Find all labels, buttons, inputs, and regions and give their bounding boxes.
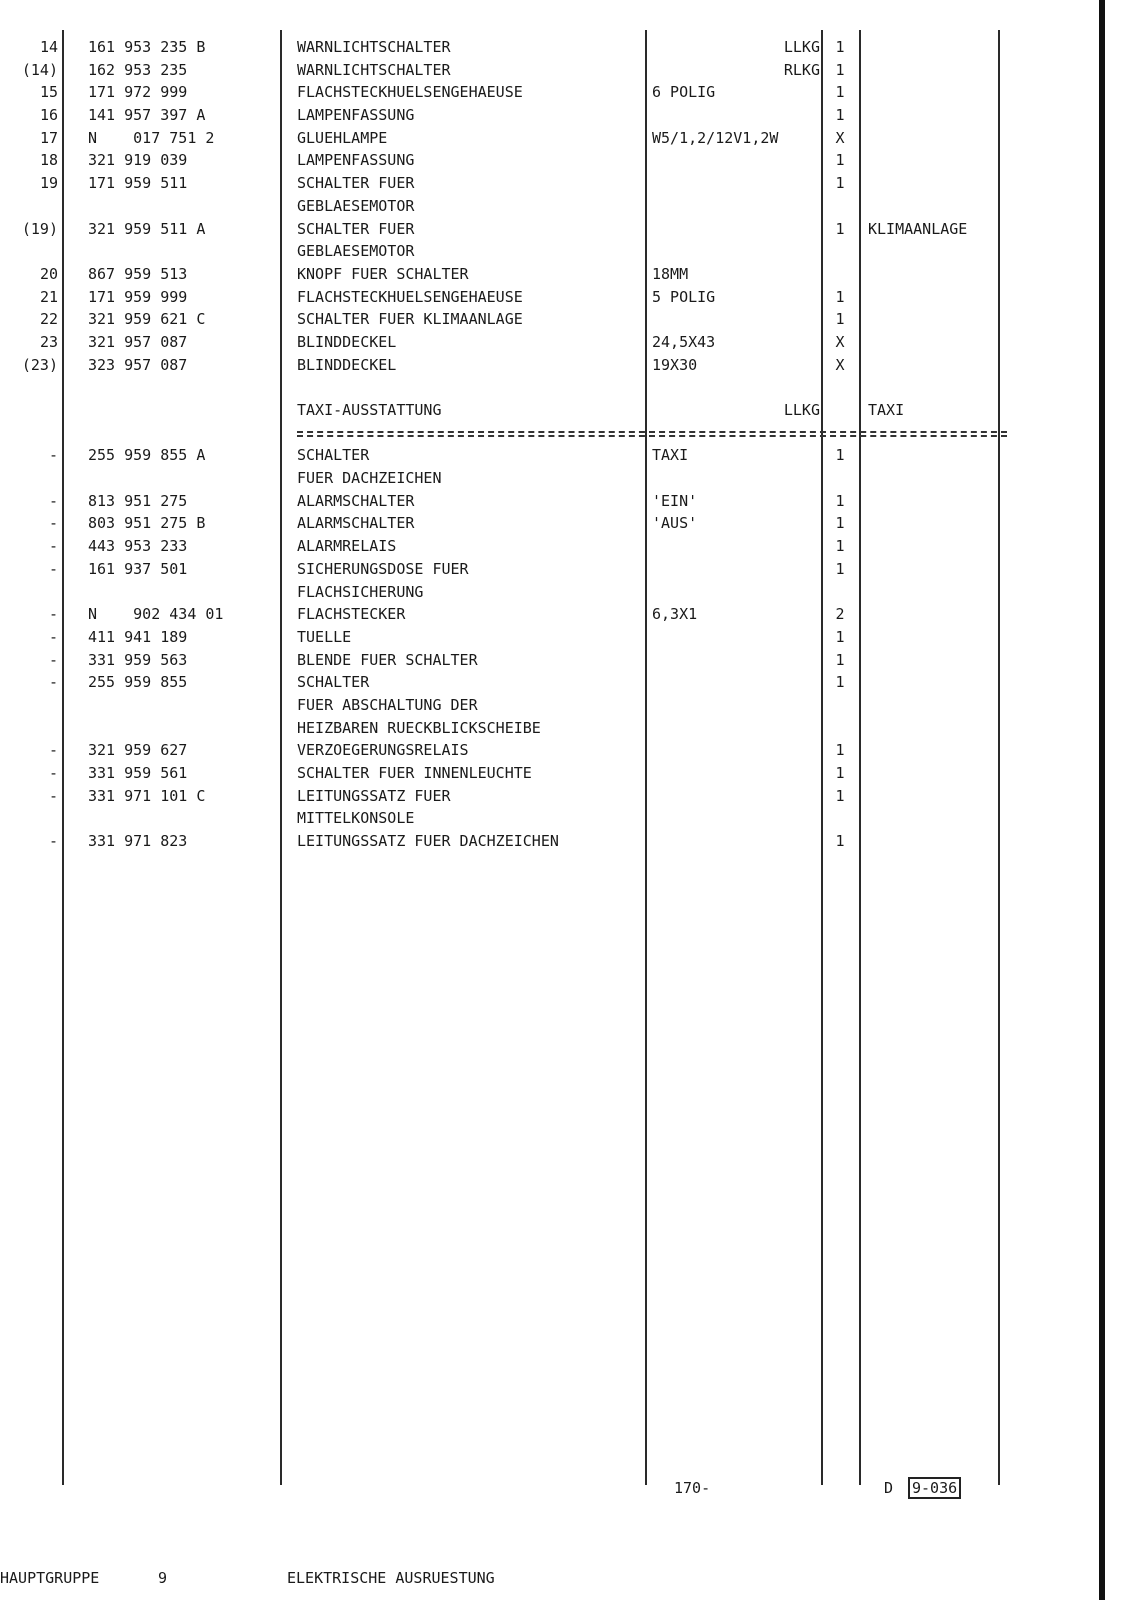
part-number: 411 941 189 (88, 627, 188, 646)
table-row (0, 149, 1100, 172)
position-number: 20 (39, 264, 58, 283)
part-quantity: 1 (835, 310, 845, 329)
position-number: 14 (39, 38, 58, 56)
position-number: - (48, 741, 58, 760)
table-row (0, 581, 1100, 604)
part-quantity: 1 (835, 673, 845, 692)
part-specification: 18MM (652, 264, 689, 283)
position-number: - (48, 514, 58, 533)
position-number: 17 (39, 128, 58, 147)
part-description: ALARMSCHALTER (297, 491, 415, 510)
part-variant: LLKG (783, 38, 820, 56)
country-code: D (884, 1479, 894, 1497)
part-quantity: 1 (835, 287, 845, 306)
main-group-number: 9 (158, 1569, 168, 1587)
table-row (0, 694, 1100, 717)
part-description: BLINDDECKEL (297, 332, 397, 351)
part-number: 443 953 233 (88, 537, 188, 556)
table-row (0, 671, 1100, 694)
part-description: TUELLE (297, 627, 352, 646)
table-row (0, 331, 1100, 354)
part-quantity: X (835, 128, 845, 147)
table-row (0, 739, 1100, 762)
part-description: LAMPENFASSUNG (297, 151, 415, 170)
position-number: - (48, 446, 58, 465)
position-number: - (48, 605, 58, 624)
position-number: 21 (39, 287, 58, 306)
table-row (0, 512, 1100, 535)
part-description: FUER ABSCHALTUNG DER (297, 695, 478, 714)
part-description: GEBLAESEMOTOR (297, 242, 415, 261)
position-number: - (48, 764, 58, 782)
part-description: WARNLICHTSCHALTER (297, 38, 451, 56)
part-quantity: X (835, 355, 845, 374)
position-number: - (48, 537, 58, 556)
part-quantity: 2 (835, 605, 845, 624)
main-group-label: HAUPTGRUPPE (0, 1569, 100, 1587)
part-specification: 'EIN' (652, 491, 698, 510)
table-row (0, 603, 1100, 626)
position-number: - (48, 832, 58, 851)
table-row (0, 467, 1100, 490)
part-quantity: 1 (835, 106, 845, 125)
part-description: BLENDE FUER SCHALTER (297, 650, 478, 669)
part-quantity: 1 (835, 514, 845, 533)
position-number: - (48, 559, 58, 578)
table-row (0, 785, 1100, 808)
part-specification: W5/1,2/12V1,2W (652, 128, 779, 147)
part-number: 171 959 999 (88, 287, 188, 306)
part-description: SICHERUNGSDOSE FUER (297, 559, 469, 578)
part-description: GLUEHLAMPE (297, 128, 388, 147)
table-row (0, 376, 1100, 399)
part-specification: 24,5X43 (652, 332, 716, 351)
table-row (0, 218, 1100, 241)
part-quantity: 1 (835, 174, 845, 193)
table-row (0, 81, 1100, 104)
table-row (0, 127, 1100, 150)
position-number: 15 (39, 83, 58, 102)
part-number: 171 959 511 (88, 174, 188, 193)
part-number: 331 959 563 (88, 650, 188, 669)
part-quantity: 1 (835, 832, 845, 851)
part-description: SCHALTER FUER (297, 174, 415, 193)
part-number: 141 957 397 A (88, 106, 206, 125)
table-row (0, 830, 1100, 853)
table-row (0, 535, 1100, 558)
part-description: SCHALTER FUER INNENLEUCHTE (297, 764, 532, 782)
part-description: SCHALTER (297, 446, 370, 465)
part-description: LEITUNGSSATZ FUER DACHZEICHEN (297, 832, 559, 851)
part-description: BLINDDECKEL (297, 355, 397, 374)
table-row (0, 490, 1100, 513)
table-row (0, 762, 1100, 785)
position-number: 22 (39, 310, 58, 329)
part-number: 255 959 855 (88, 673, 188, 692)
part-quantity: X (835, 332, 845, 351)
table-row (0, 240, 1100, 263)
part-description: SCHALTER FUER (297, 219, 415, 238)
part-quantity: 1 (835, 151, 845, 170)
part-description: LEITUNGSSATZ FUER (297, 786, 451, 805)
table-row (0, 308, 1100, 331)
part-quantity: 1 (835, 446, 845, 465)
part-number: 803 951 275 B (88, 514, 206, 533)
part-variant: LLKG (783, 401, 820, 419)
part-remark: KLIMAANLAGE (868, 219, 968, 238)
table-row (0, 626, 1100, 649)
part-quantity: 1 (835, 764, 845, 782)
position-number: 16 (39, 106, 58, 125)
part-description: FLACHSICHERUNG (297, 582, 424, 601)
part-description: SCHALTER (297, 673, 370, 692)
double-dashed-rule (297, 431, 1007, 437)
part-quantity: 1 (835, 627, 845, 646)
table-row (0, 558, 1100, 581)
part-number: 255 959 855 A (88, 446, 206, 465)
part-number: 321 959 621 C (88, 310, 206, 329)
position-number: - (48, 627, 58, 646)
position-number: (23) (21, 355, 58, 374)
part-specification: 'AUS' (652, 514, 698, 533)
table-row (0, 717, 1100, 740)
section-separator (0, 422, 1100, 445)
position-number: - (48, 673, 58, 692)
table-row (0, 172, 1100, 195)
position-number: - (48, 491, 58, 510)
position-number: (14) (21, 60, 58, 79)
table-row (0, 59, 1100, 82)
table-row (0, 286, 1100, 309)
part-number: 813 951 275 (88, 491, 188, 510)
part-description: FLACHSTECKHUELSENGEHAEUSE (297, 83, 523, 102)
part-quantity: 1 (835, 60, 845, 79)
table-row (0, 807, 1100, 830)
part-specification: 19X30 (652, 355, 698, 374)
part-number: 171 972 999 (88, 83, 188, 102)
part-description: ALARMSCHALTER (297, 514, 415, 533)
page-number: 170- (674, 1479, 711, 1497)
part-description: MITTELKONSOLE (297, 809, 415, 828)
table-row (0, 195, 1100, 218)
part-quantity: 1 (835, 741, 845, 760)
part-quantity: 1 (835, 83, 845, 102)
position-number: 23 (39, 332, 58, 351)
part-number: 162 953 235 (88, 60, 188, 79)
part-number: 331 959 561 (88, 764, 188, 782)
part-number: 161 937 501 (88, 559, 188, 578)
table-row (0, 104, 1100, 127)
part-description: FLACHSTECKHUELSENGEHAEUSE (297, 287, 523, 306)
part-number: N 017 751 2 (88, 128, 215, 147)
position-number: - (48, 650, 58, 669)
table-row (0, 399, 1100, 422)
part-description: GEBLAESEMOTOR (297, 196, 415, 215)
main-group-title: ELEKTRISCHE AUSRUESTUNG (287, 1569, 495, 1587)
part-number: 321 959 627 (88, 741, 188, 760)
part-quantity: 1 (835, 537, 845, 556)
part-number: 867 959 513 (88, 264, 188, 283)
position-number: - (48, 786, 58, 805)
parts-table (0, 36, 1100, 853)
part-description: KNOPF FUER SCHALTER (297, 264, 469, 283)
part-variant: RLKG (783, 60, 820, 79)
part-description: TAXI-AUSSTATTUNG (297, 401, 442, 419)
part-description: FUER DACHZEICHEN (297, 469, 442, 488)
table-row (0, 354, 1100, 377)
part-description: SCHALTER FUER KLIMAANLAGE (297, 310, 523, 329)
part-description: FLACHSTECKER (297, 605, 406, 624)
part-number: 321 957 087 (88, 332, 188, 351)
part-description: HEIZBAREN RUECKBLICKSCHEIBE (297, 718, 541, 737)
part-number: 161 953 235 B (88, 38, 206, 56)
part-specification: 6 POLIG (652, 83, 716, 102)
part-quantity: 1 (835, 219, 845, 238)
part-number: 331 971 823 (88, 832, 188, 851)
position-number: 19 (39, 174, 58, 193)
part-number: 323 957 087 (88, 355, 188, 374)
part-quantity: 1 (835, 491, 845, 510)
part-description: LAMPENFASSUNG (297, 106, 415, 125)
table-row (0, 649, 1100, 672)
page-code: 9-036 (908, 1477, 961, 1499)
part-remark: TAXI (868, 401, 905, 419)
position-number: (19) (21, 219, 58, 238)
part-number: 321 919 039 (88, 151, 188, 170)
part-description: WARNLICHTSCHALTER (297, 60, 451, 79)
position-number: 18 (39, 151, 58, 170)
part-number: 321 959 511 A (88, 219, 206, 238)
part-number: 331 971 101 C (88, 786, 206, 805)
part-number: N 902 434 01 (88, 605, 224, 624)
part-specification: 6,3X1 (652, 605, 698, 624)
part-description: ALARMRELAIS (297, 537, 397, 556)
table-row (0, 36, 1100, 59)
part-specification: 5 POLIG (652, 287, 716, 306)
part-description: VERZOEGERUNGSRELAIS (297, 741, 469, 760)
table-row (0, 444, 1100, 467)
part-quantity: 1 (835, 38, 845, 56)
part-quantity: 1 (835, 559, 845, 578)
part-quantity: 1 (835, 786, 845, 805)
part-specification: TAXI (652, 446, 689, 465)
part-quantity: 1 (835, 650, 845, 669)
table-row (0, 263, 1100, 286)
